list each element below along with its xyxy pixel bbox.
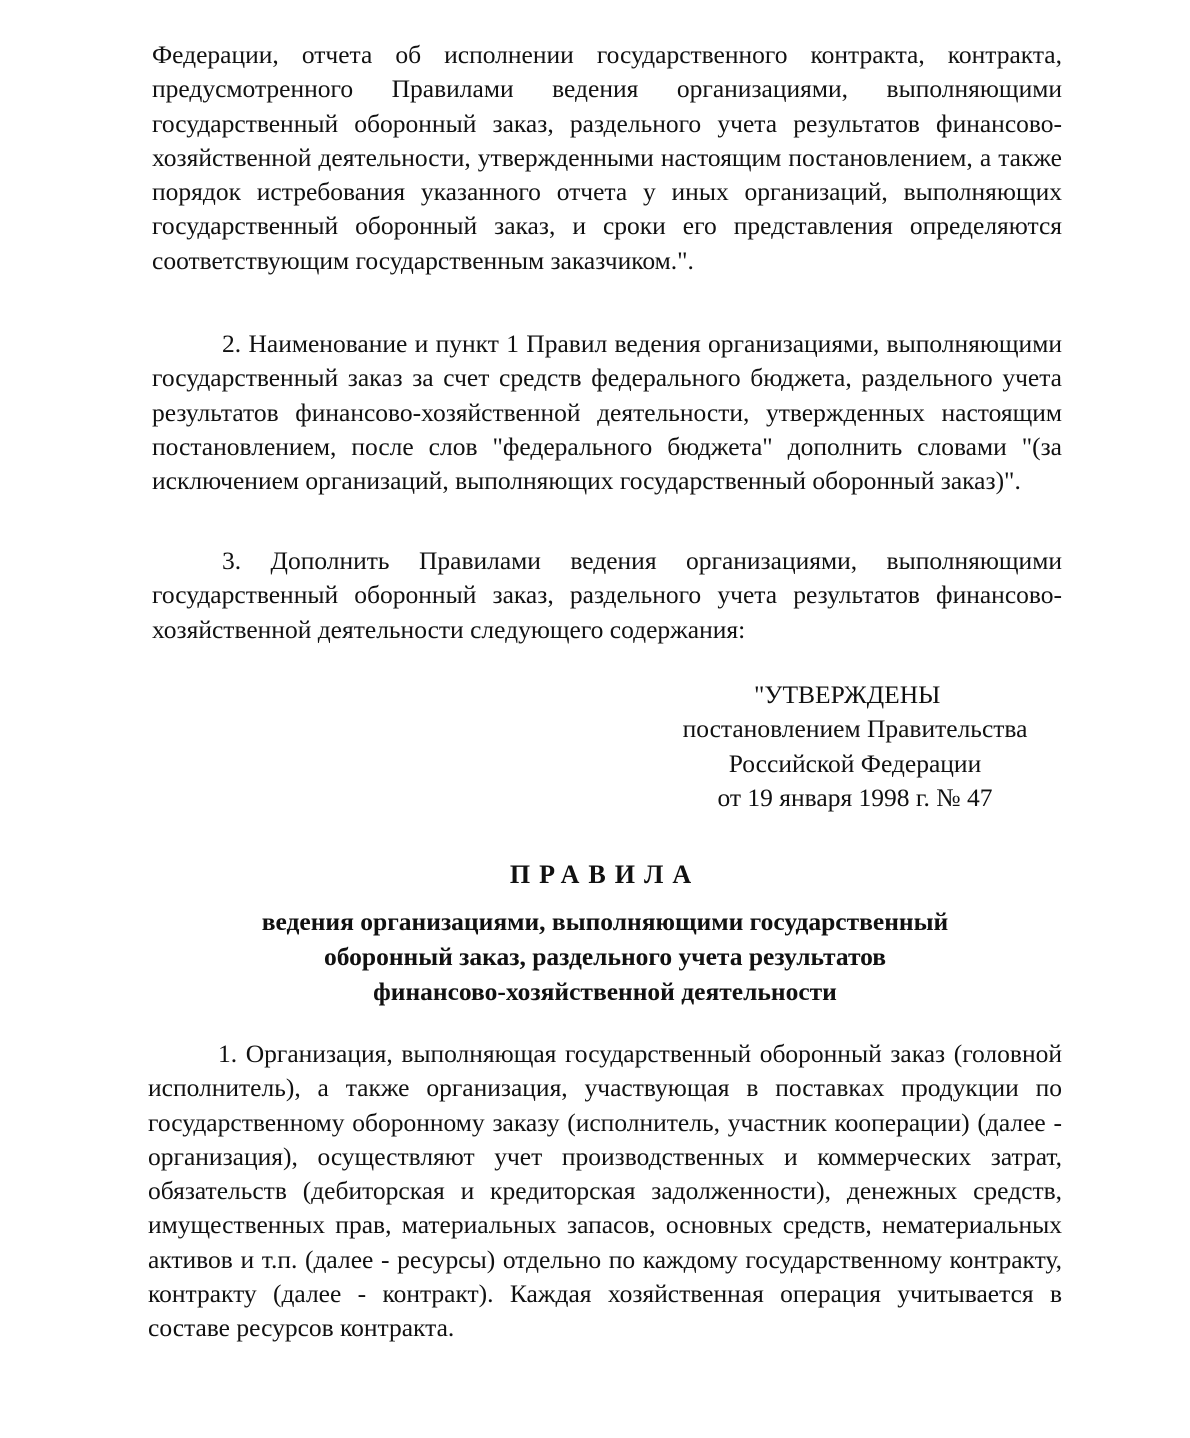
approval-line: постановлением Правительства xyxy=(682,714,1028,744)
rules-subtitle xyxy=(200,904,1010,1009)
rules-title: ПРАВИЛА xyxy=(509,860,701,889)
rules-item-1: 1. Организация, выполняющая государственный оборонный заказ (головной исполнитель), а также организация, участвующая в поставках продукции по государственному оборонному заказу (исполнитель, участник кооперации) (далее - организация), осуществляют учет производственных и коммерческих затрат, обязательств (дебиторская и кредиторская задолженности), денежных средств, имущественных прав, материальных запасов, основных средств, нематериальных активов и т.п. (далее - ресурсы) отдельно по каждому государственному контракту, контракту (далее - контракт). Каждая хозяйственная операция учитывается в составе ресурсов контракта. xyxy=(148,1039,1062,1343)
paragraph-item-3: 3. Дополнить Правилами ведения организациями, выполняющими государственный оборонный заказ, раздельного учета результатов финансово-хозяйственной деятельности следующего содержания: xyxy=(152,546,1062,644)
paragraph-continuation: Федерации, отчета об исполнении государственного контракта, контракта, предусмотренного Правилами ведения организациями, выполняющими государственный оборонный заказ, раздельного учета результатов финансово-хозяйственной деятельности, утвержденными настоящим постановлением, а также порядок истребования указанного отчета у иных организаций, выполняющих государственный оборонный заказ, и сроки его представления определяются соответствующим государственным заказчиком.". xyxy=(152,40,1062,275)
approval-heading: "УТВЕРЖДЕНЫ xyxy=(754,680,941,709)
paragraph-item-2: 2. Наименование и пункт 1 Правил ведения организациями, выполняющими государственный заказ за счет средств федерального бюджета, раздельного учета результатов финансово-хозяйственной деятельности, утвержденных настоящим постановлением, после слов "федерального бюджета" дополнить словами "(за исключением организаций, выполняющих государственный оборонный заказ)". xyxy=(152,329,1062,496)
rules-subtitle-line: ведения организациями, выполняющими государственный xyxy=(261,907,949,936)
approval-block xyxy=(640,678,1070,815)
rules-subtitle-line: финансово-хозяйственной деятельности xyxy=(373,977,837,1006)
approval-date: от 19 января 1998 г. № 47 xyxy=(717,782,993,812)
rules-subtitle-line: оборонный заказ, раздельного учета результатов xyxy=(323,942,887,971)
approval-line: Российской Федерации xyxy=(728,748,982,778)
